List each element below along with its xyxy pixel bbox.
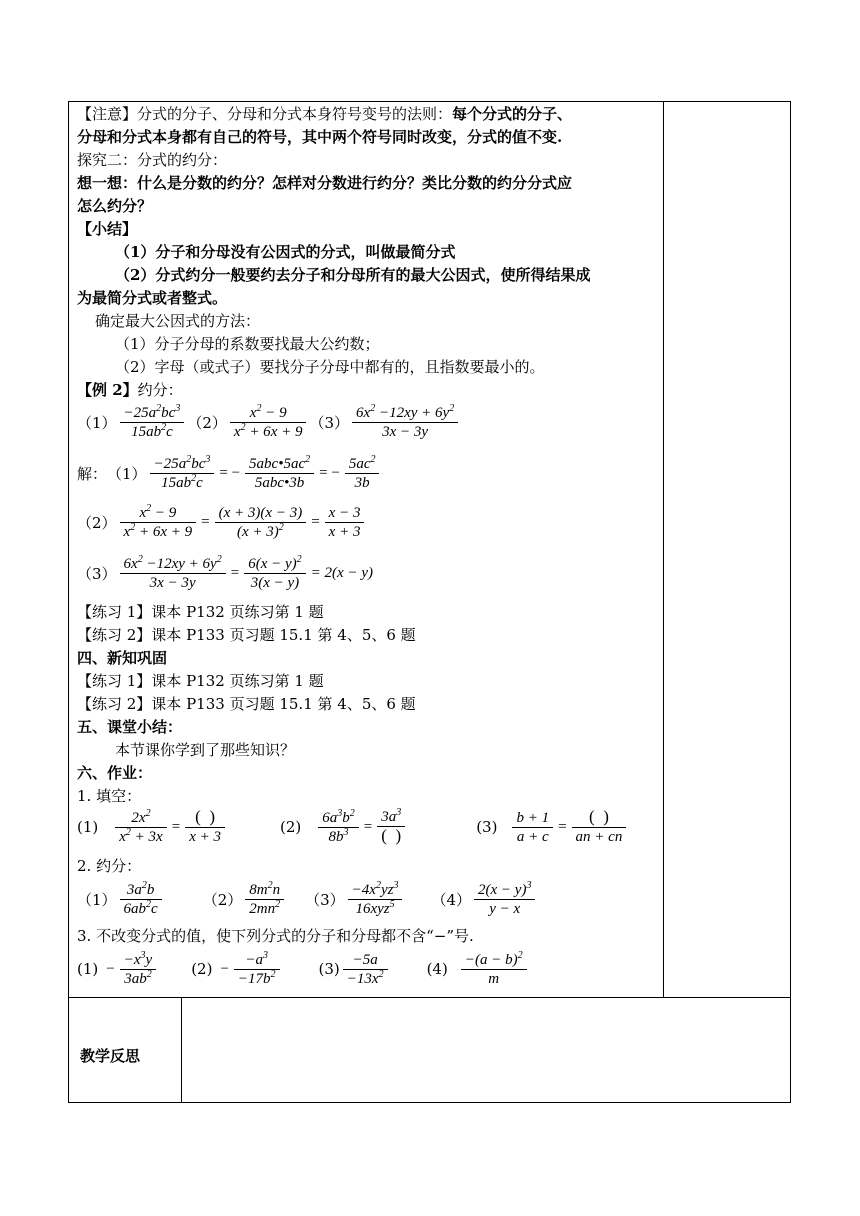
homework-1-title: 1. 填空： <box>77 787 142 805</box>
fraction: $\frac{-5a}{-13x^2}$ <box>343 951 388 988</box>
method-2: （2）字母（或式子）要找分子分母中都有的，且指数要最小的。 <box>115 358 545 376</box>
fraction: $\frac{2x^2}{x^2 + 3x}$ <box>115 809 166 846</box>
summary-item-1: （1）分子和分母没有公因式的分式，叫做最简分式 <box>115 243 456 261</box>
example-2-label: 【例 2】 <box>77 381 138 399</box>
label-3: （3） <box>305 890 345 909</box>
example-2-text: 约分： <box>137 381 183 399</box>
section-four-title: 四、新知巩固 <box>77 649 168 667</box>
fraction: $\frac{b + 1}{a + c}$ <box>512 809 553 846</box>
homework-1-problems: (1) $\frac{2x^2}{x^2 + 3x}$ = $\frac{( )}{x + 3}$ (2) $\frac{6a^3b^2}{8b^3}$ = $\frac{3a^3}{( )}$ (3) $\frac{b + 1}{a + c}$ = $\frac{( )}{an + cn}$ <box>77 805 629 849</box>
label-4: （4） <box>431 890 471 909</box>
fraction: $\frac{6x^2 -12xy + 6y^2}{3x - 3y}$ <box>352 404 458 441</box>
label-2: （2） <box>202 890 243 909</box>
fraction: $\frac{( )}{an + cn}$ <box>572 808 627 846</box>
label-1: （1） <box>77 413 117 432</box>
fraction: $\frac{( )}{x + 3}$ <box>185 808 225 846</box>
table-border-right <box>790 101 791 1103</box>
fraction: $\frac{5abc•5ac^2}{\text{5abc•3b}}$ <box>245 455 314 492</box>
example-problems <box>77 400 461 444</box>
table-border-top <box>68 101 791 102</box>
label-h1: (1) <box>77 818 99 836</box>
fraction: $\frac{-(a - b)^2}{m}$ <box>461 951 527 988</box>
fraction: $\frac{x - 3}{x + 3}$ <box>325 504 365 541</box>
fraction: $\frac{3a^3}{( )}$ <box>377 808 405 846</box>
fraction: $\frac{6x^2 -12xy + 6y^2}{3x - 3y}$ <box>120 555 226 592</box>
homework-2-title: 2. 约分： <box>77 857 142 875</box>
table-row-divider <box>68 997 791 998</box>
summary-item-2a: （2）分式约分一般要约去分子和分母所有的最大公因式，使所得结果成 <box>115 266 591 284</box>
note-line-1 <box>77 104 572 124</box>
note-line-2: 分母和分式本身都有自己的符号，其中两个符号同时改变，分式的值不变. <box>77 128 563 146</box>
note-plain: 分式的分子、分母和分式本身符号变号的法则： <box>137 105 453 123</box>
fraction: $\frac{x^2 - 9}{x^2 + 6x + 9}$ <box>230 404 307 441</box>
summary-title: 【小结】 <box>77 220 138 238</box>
table-border-bottom <box>68 1102 791 1103</box>
fraction: $\frac{3a^2b}{6ab^2c}$ <box>120 881 162 918</box>
label-1: （1） <box>107 464 147 483</box>
fraction: $\frac{8m^2n}{2mn^2}$ <box>245 881 284 918</box>
homework-3-problems: (1) − $\frac{-x^3y}{3ab^2}$ (2) − $\frac{-a^3}{-17b^2}$ (3) $\frac{-5a}{-13x^2}$ (4) $\frac{-(a - b)^2}{m}$ <box>77 947 530 991</box>
label-2: （2） <box>77 513 117 532</box>
label-h2: (2) <box>279 818 302 836</box>
explore-two: 探究二：分式的约分： <box>77 151 228 169</box>
solution-label: 解： <box>77 464 108 483</box>
reflection-label: 教学反思 <box>80 1047 141 1065</box>
fraction: $\frac{x^2 - 9}{x^2 + 6x + 9}$ <box>120 504 197 541</box>
fraction: $\frac{-x^3y}{3ab^2}$ <box>120 951 156 988</box>
table-col-divider-right <box>663 101 664 997</box>
method-title: 确定最大公因式的方法： <box>95 312 261 330</box>
method-1: （1）分子分母的系数要找最大公约数； <box>115 335 380 353</box>
practice-1: 【练习 1】课本 P132 页练习第 1 题 <box>77 603 324 621</box>
label-3: （3） <box>309 413 350 432</box>
note-bold-1: 每个分式的分子、 <box>452 105 573 123</box>
practice-repeat-2: 【练习 2】课本 P133 页习题 15.1 第 4、5、6 题 <box>77 695 416 713</box>
think-line-1: 想一想：什么是分数的约分？怎样对分数进行约分？类比分数的约分分式应 <box>77 174 573 192</box>
fraction: $\frac{-25a^2bc^3}{15ab^2c}$ <box>120 404 185 441</box>
summary-question: 本节课你学到了那些知识？ <box>115 741 296 759</box>
homework-2-problems <box>77 877 538 921</box>
fraction: $\frac{(x + 3)(x - 3)}{(x + 3)^2}$ <box>215 504 307 541</box>
think-line-2: 怎么约分？ <box>77 197 153 215</box>
solution-2: （2） $\frac{x^2 - 9}{x^2 + 6x + 9}$ = $\frac{(x + 3)(x - 3)}{(x + 3)^2}$ = $\frac{x - 3}{x + 3}$ <box>77 500 367 544</box>
practice-repeat-1: 【练习 1】课本 P132 页练习第 1 题 <box>77 672 324 690</box>
label-h3: (3) <box>318 960 340 978</box>
fraction: $\frac{-a^3}{-17b^2}$ <box>234 951 280 988</box>
fraction: $\frac{5ac^2}{3b}$ <box>345 455 380 492</box>
example-2 <box>77 380 183 400</box>
solution-1: 解： （1） $\frac{-25a^2bc^3}{15ab^2c}$ = − $\frac{5abc•5ac^2}{\text{5abc•3b}}$ = − $\frac{5ac^2}{3b}$ <box>77 451 382 495</box>
fraction: $\frac{-4x^2yz^3}{16xyz^5}$ <box>348 881 403 918</box>
summary-item-2b: 为最简分式或者整式。 <box>77 289 228 307</box>
label-1: （1） <box>77 890 117 909</box>
label-2: （2） <box>187 413 227 432</box>
section-five-title: 五、课堂小结： <box>77 718 183 736</box>
label-h2: (2) <box>191 960 213 978</box>
fraction: $\frac{6a^3b^2}{8b^3}$ <box>318 809 359 846</box>
table-col-divider-left <box>181 997 182 1103</box>
fraction: $\frac{-25a^2bc^3}{15ab^2c}$ <box>150 455 215 492</box>
label-h4: (4) <box>426 960 448 978</box>
practice-2: 【练习 2】课本 P133 页习题 15.1 第 4、5、6 题 <box>77 626 416 644</box>
table-border-left <box>68 101 69 1103</box>
homework-3-title: 3. 不改变分式的值，使下列分式的分子和分母都不含“−”号. <box>77 927 474 945</box>
label-h3: (3) <box>476 818 498 836</box>
fraction: $\frac{6(x - y)^2}{3(x - y)}$ <box>244 555 305 592</box>
label-3: （3） <box>77 564 117 583</box>
label-h1: (1) <box>77 960 99 978</box>
fraction: $\frac{2(x - y)^3}{y - x}$ <box>474 881 535 918</box>
section-six-title: 六、作业： <box>77 764 153 782</box>
solution-3: （3） $\frac{6x^2 -12xy + 6y^2}{3x - 3y}$ = $\frac{6(x - y)^2}{3(x - y)}$ = 2(x − y) <box>77 553 373 591</box>
note-label: 【注意】 <box>77 105 138 123</box>
